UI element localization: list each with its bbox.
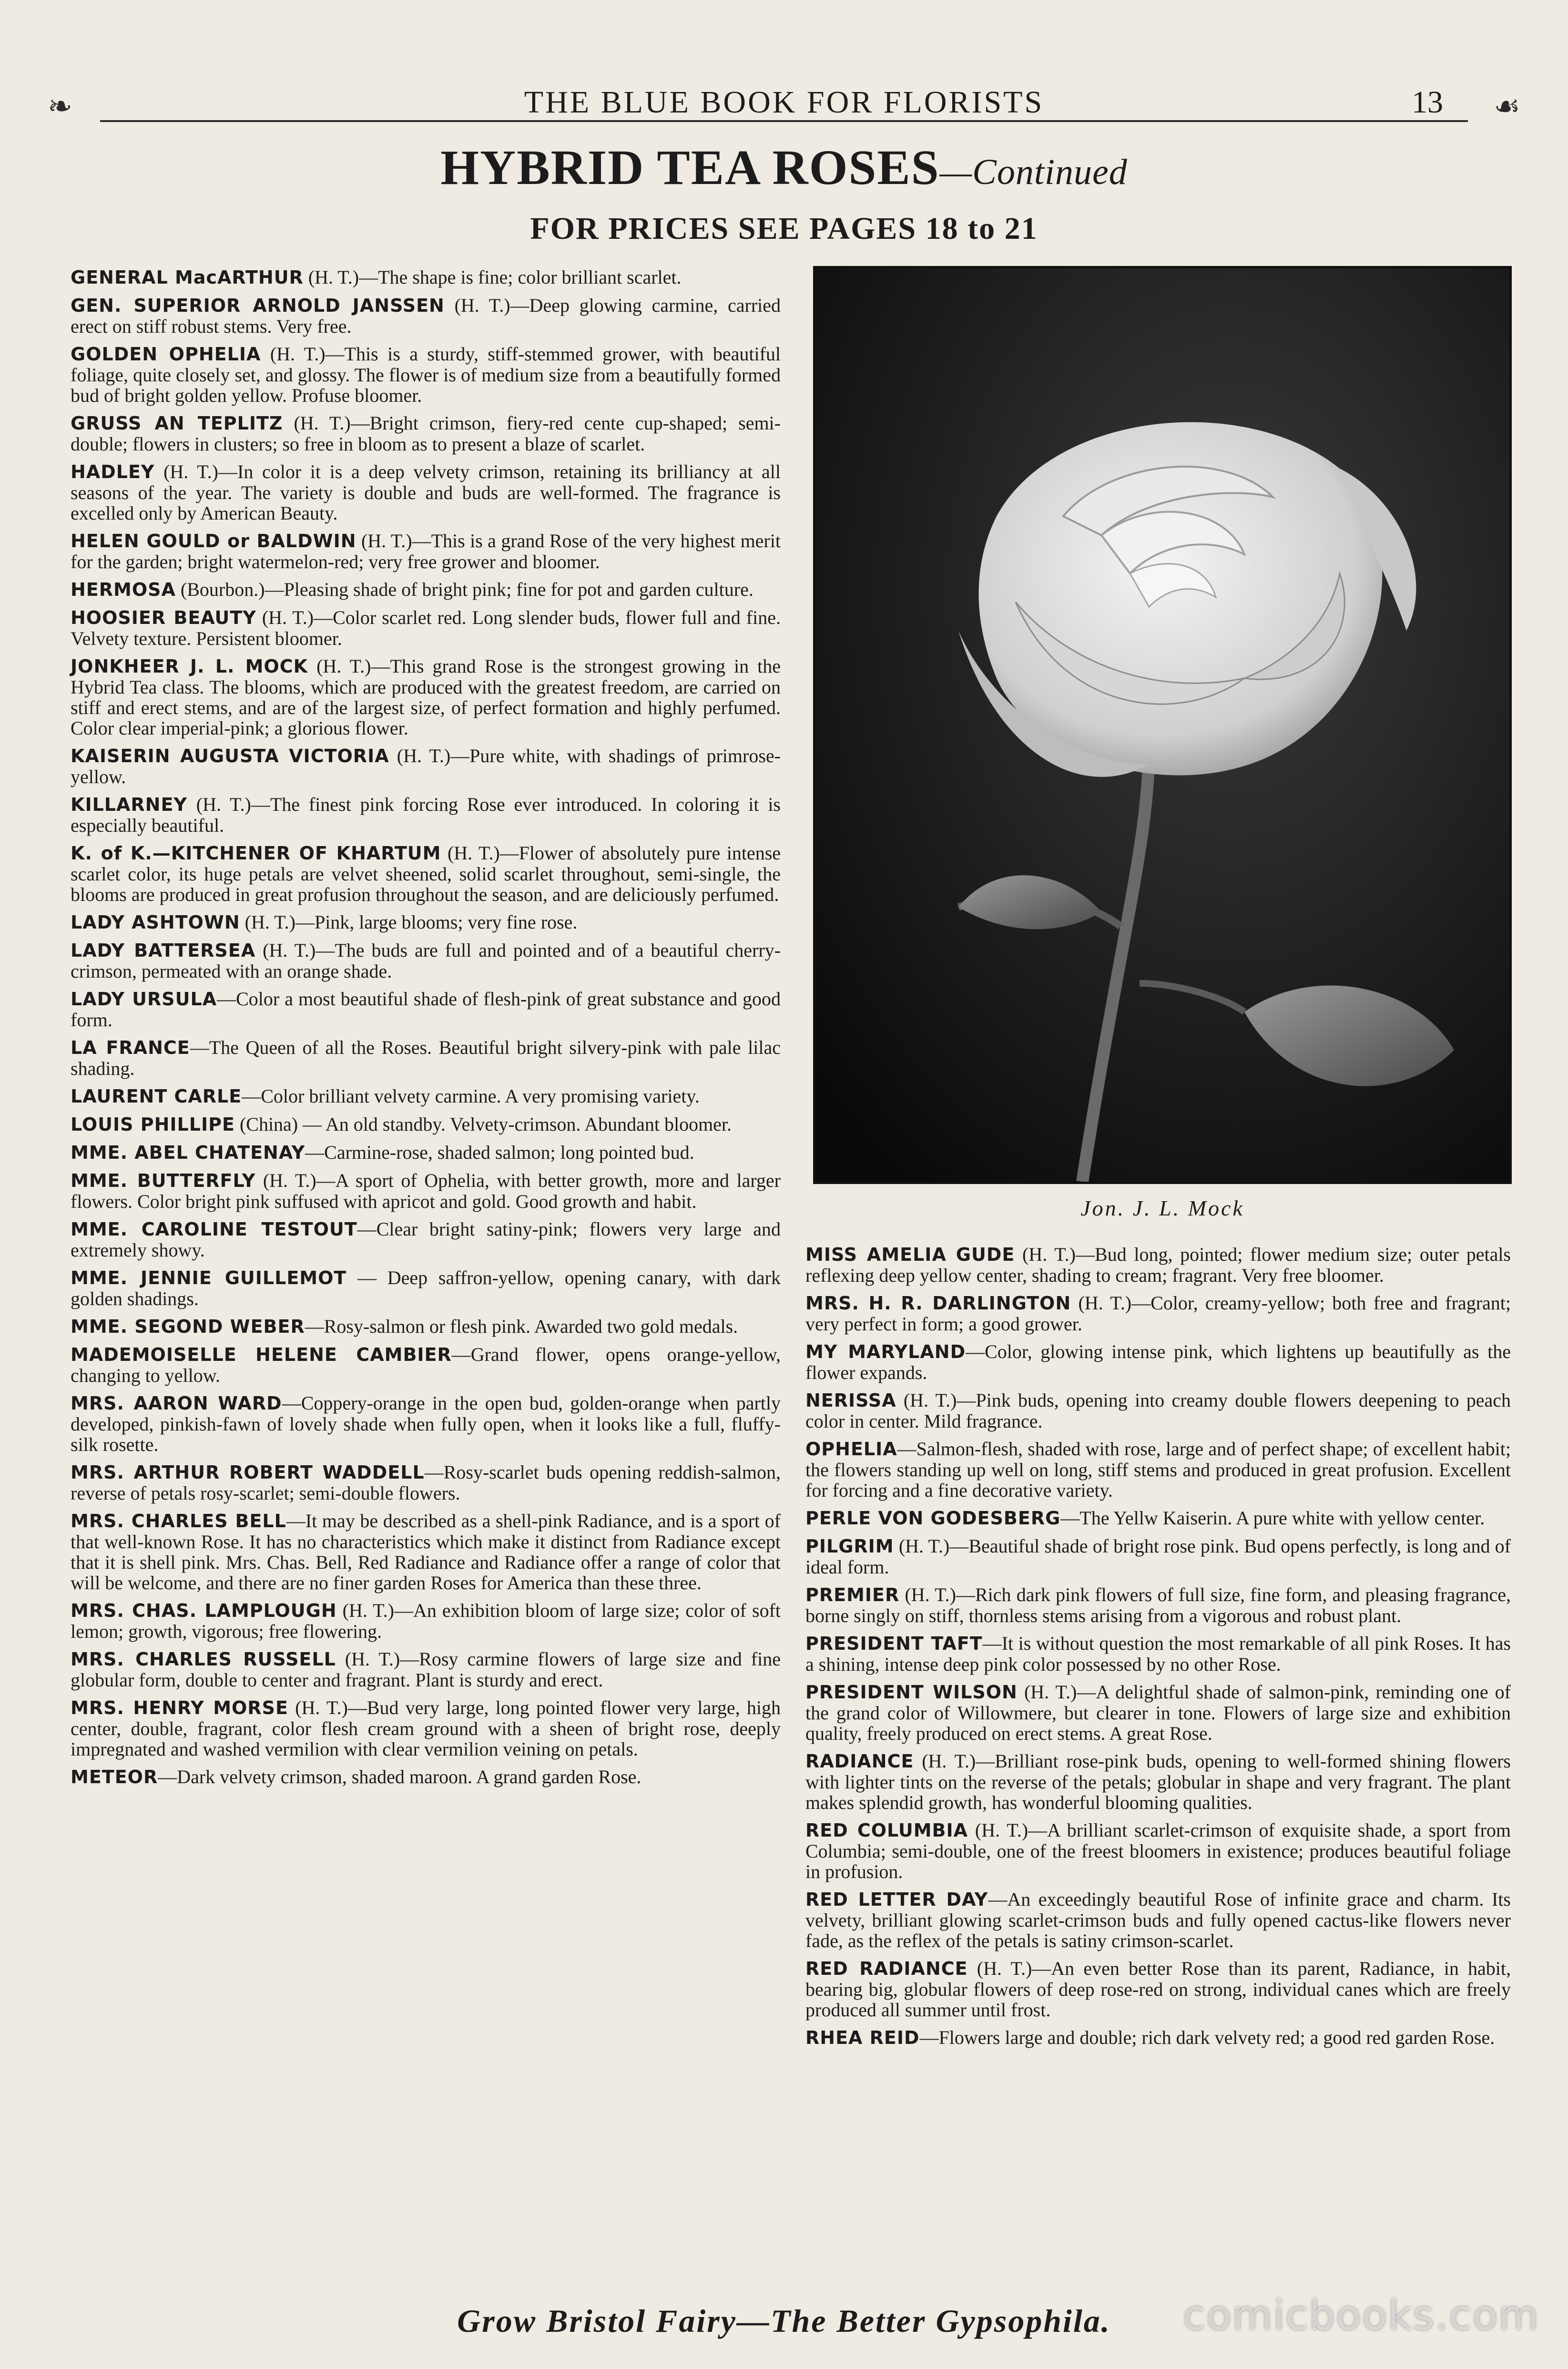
rose-name: GEN. SUPERIOR ARNOLD JANSSEN bbox=[71, 295, 445, 316]
right-column bbox=[805, 1244, 1511, 2055]
watermark: comicbooks.com bbox=[1182, 2292, 1539, 2339]
rose-name: PRESIDENT TAFT bbox=[805, 1633, 983, 1654]
rose-name: MME. SEGOND WEBER bbox=[71, 1316, 305, 1337]
rose-name: OPHELIA bbox=[805, 1439, 897, 1460]
rose-entry bbox=[71, 1316, 781, 1337]
rose-description: (H. T.)—Bright crimson, fiery-red cente cup-shaped; semi-double; flowers in clusters; so free in bloom as to present a blaze of scarlet. bbox=[71, 412, 781, 455]
rose-description: (H. T.)—In color it is a deep velvety crimson, retaining its brilliancy at all seasons of the year. The variety is double and buds are well-formed. The fragrance is excelled only by American Beauty. bbox=[71, 461, 781, 524]
rose-description: —An exceedingly beautiful Rose of infinite grace and charm. Its velvety, brilliant glowing scarlet-crimson buds and fully opened cactus-like flowers never fade, as the reflex of the petals is satiny crimson-scarlet. bbox=[805, 1889, 1511, 1951]
rose-description: —Rosy-salmon or flesh pink. Awarded two gold medals. bbox=[305, 1316, 738, 1337]
rose-entry bbox=[71, 940, 781, 981]
rose-entry bbox=[805, 1584, 1511, 1626]
rose-description: —Grand flower, opens orange-yellow, changing to yellow. bbox=[71, 1344, 781, 1386]
rose-name: LOUIS PHILLIPE bbox=[71, 1114, 235, 1135]
rose-description: (H. T.)—The shape is fine; color brilliant scarlet. bbox=[303, 266, 682, 288]
rose-entry bbox=[71, 461, 781, 523]
left-ornament-icon: ❧ bbox=[48, 89, 72, 123]
rose-entry bbox=[805, 1682, 1511, 1744]
running-header bbox=[48, 85, 1520, 128]
rose-description: (H. T.)—The finest pink forcing Rose ever introduced. In coloring it is especially beautiful. bbox=[71, 794, 781, 836]
rose-name: K. of K.—KITCHENER OF KHARTUM bbox=[71, 843, 441, 864]
rose-description: (H. T.)—Brilliant rose-pink buds, opening to well-formed shining flowers with lighter tints on the reverse of the petals; globular in shape and very fragrant. The plant makes splendid growth, has wonderful blooming qualities. bbox=[805, 1750, 1511, 1813]
rose-entry bbox=[71, 1219, 781, 1260]
rose-description: (H. T.)—Pink, large blooms; very fine rose. bbox=[240, 911, 578, 933]
rose-description: (H. T.)—Flower of absolutely pure intense scarlet color, its huge petals are velvet sheened, solid scarlet throughout, semi-single, the blooms are produced in great profusion throughout the season, and are deliciously perfumed. bbox=[71, 842, 781, 905]
rose-description: —Color a most beautiful shade of flesh-pink of great substance and good form. bbox=[71, 988, 781, 1031]
rose-description: (H. T.)—Bud very large, long pointed flower very large, high center, double, fragrant, color flesh cream ground with a sheen of bright rose, deeply impregnated and washed vermilion with clear vermilion veining on petals. bbox=[71, 1697, 781, 1760]
rose-name: MME. ABEL CHATENAY bbox=[71, 1142, 305, 1163]
rose-entry bbox=[71, 1170, 781, 1212]
rose-description: —Clear bright satiny-pink; flowers very large and extremely showy. bbox=[71, 1218, 781, 1261]
rose-name: LADY BATTERSEA bbox=[71, 940, 256, 961]
rose-entry bbox=[805, 1958, 1511, 2020]
left-column bbox=[71, 267, 781, 1795]
rose-description: —Coppery-orange in the open bud, golden-orange when partly developed, pinkish-fawn of lovely shade when fully open, when it looks like a full, fluffy-silk rosette. bbox=[71, 1392, 781, 1455]
rose-entry bbox=[805, 1293, 1511, 1334]
rose-entry bbox=[71, 607, 781, 649]
rose-name: RADIANCE bbox=[805, 1751, 914, 1772]
rose-entry bbox=[71, 1086, 781, 1107]
rose-name: GENERAL MacARTHUR bbox=[71, 267, 304, 288]
rose-name: MADEMOISELLE HELENE CAMBIER bbox=[71, 1344, 452, 1365]
rose-description: (H. T.)—A sport of Ophelia, with better growth, more and larger flowers. Color bright pink suffused with apricot and gold. Good growth and habit. bbox=[71, 1170, 781, 1212]
rose-name: GRUSS AN TEPLITZ bbox=[71, 413, 283, 434]
rose-name: MRS. HENRY MORSE bbox=[71, 1697, 288, 1718]
rose-description: (Bourbon.)—Pleasing shade of bright pink; fine for pot and garden culture. bbox=[175, 579, 753, 600]
rose-description: —Carmine-rose, shaded salmon; long pointed bud. bbox=[305, 1142, 694, 1163]
rose-description: —The Queen of all the Roses. Beautiful bright silvery-pink with pale lilac shading. bbox=[71, 1037, 781, 1079]
rose-entry bbox=[71, 1037, 781, 1079]
rose-entry bbox=[805, 1508, 1511, 1529]
rose-description: —Color, glowing intense pink, which lightens up beautifully as the flower expands. bbox=[805, 1341, 1511, 1383]
rose-description: (H. T.)—An exhibition bloom of large size; color of soft lemon; growth, vigorous; free flowering. bbox=[71, 1600, 781, 1642]
rose-entry bbox=[71, 1697, 781, 1759]
page-title bbox=[0, 139, 1568, 201]
rose-description: (H. T.)—An even better Rose than its parent, Radiance, in habit, bearing big, globular flowers of deep rose-red on strong, individual canes which are freely produced all summer until frost. bbox=[805, 1958, 1511, 2021]
rose-name: METEOR bbox=[71, 1767, 158, 1787]
rose-description: (H. T.)—Pure white, with shadings of primrose-yellow. bbox=[71, 745, 781, 787]
rose-entry bbox=[71, 1462, 781, 1503]
rose-name: MME. JENNIE GUILLEMOT bbox=[71, 1267, 347, 1288]
footer-slogan: Grow Bristol Fairy—The Better Gypsophila. bbox=[457, 2303, 1111, 2339]
rose-description: (H. T.)—The buds are full and pointed and of a beautiful cherry-crimson, permeated with an orange shade. bbox=[71, 939, 781, 982]
rose-illustration-icon bbox=[815, 268, 1509, 1182]
rose-description: (H. T.)—Color, creamy-yellow; both free and fragrant; very perfect in form; a good grower. bbox=[805, 1292, 1511, 1335]
rose-description: (H. T.)—Bud long, pointed; flower medium size; outer petals reflexing deep yellow center, shading to cream; fragrant. Very free bloomer. bbox=[805, 1244, 1511, 1286]
rose-name: JONKHEER J. L. MOCK bbox=[71, 656, 308, 677]
rose-name: MRS. ARTHUR ROBERT WADDELL bbox=[71, 1462, 425, 1483]
rose-name: MRS. CHAS. LAMPLOUGH bbox=[71, 1600, 337, 1621]
rose-description: —The Yellw Kaiserin. A pure white with yellow center. bbox=[1060, 1507, 1485, 1529]
rose-description: —Dark velvety crimson, shaded maroon. A grand garden Rose. bbox=[158, 1766, 641, 1787]
rose-entry bbox=[71, 295, 781, 337]
rose-name: MRS. CHARLES RUSSELL bbox=[71, 1649, 336, 1670]
rose-description: (H. T.)—Beautiful shade of bright rose pink. Bud opens perfectly, is long and of ideal form. bbox=[805, 1535, 1511, 1578]
rose-name: HADLEY bbox=[71, 461, 155, 482]
rose-description: (H. T.)—Color scarlet red. Long slender buds, flower full and fine. Velvety texture. Persistent bloomer. bbox=[71, 607, 781, 649]
rose-photograph bbox=[813, 266, 1512, 1184]
rose-description: (China) — An old standby. Velvety-crimson. Abundant bloomer. bbox=[234, 1113, 732, 1135]
rose-entry bbox=[805, 1889, 1511, 1951]
rose-name: KILLARNEY bbox=[71, 794, 187, 815]
rose-name: RHEA REID bbox=[805, 2027, 920, 2048]
rose-description: (H. T.)—Pink buds, opening into creamy double flowers deepening to peach color in center. Mild fragrance. bbox=[805, 1389, 1511, 1432]
running-title: THE BLUE BOOK FOR FLORISTS bbox=[48, 87, 1520, 118]
rose-name: RED COLUMBIA bbox=[805, 1820, 968, 1841]
rose-name: RED LETTER DAY bbox=[805, 1889, 988, 1910]
rose-entry bbox=[71, 1114, 781, 1135]
rose-description: (H. T.)—Rich dark pink flowers of full size, fine form, and pleasing fragrance, borne singly on stiff, thornless stems arising from a vigorous and robust plant. bbox=[805, 1584, 1511, 1626]
rose-description: —Flowers large and double; rich dark velvety red; a good red garden Rose. bbox=[919, 2027, 1495, 2048]
rose-entry bbox=[71, 1600, 781, 1642]
rose-name: MRS. CHARLES BELL bbox=[71, 1511, 286, 1532]
rose-entry bbox=[805, 1341, 1511, 1383]
rose-entry bbox=[71, 794, 781, 836]
rose-name: HOOSIER BEAUTY bbox=[71, 607, 256, 628]
rose-entry bbox=[71, 413, 781, 454]
rose-entry bbox=[805, 1390, 1511, 1431]
rose-name: HELEN GOULD or BALDWIN bbox=[71, 531, 356, 551]
rose-entry bbox=[805, 2027, 1511, 2048]
rose-entry bbox=[71, 267, 781, 288]
rose-entry bbox=[71, 1767, 781, 1787]
rose-name: MRS. AARON WARD bbox=[71, 1393, 282, 1414]
rose-entry bbox=[71, 1142, 781, 1163]
rose-entry bbox=[805, 1244, 1511, 1286]
rose-name: MME. CAROLINE TESTOUT bbox=[71, 1219, 357, 1240]
rose-name: LADY URSULA bbox=[71, 989, 217, 1010]
right-ornament-icon: ☙ bbox=[1494, 89, 1520, 123]
rose-entry bbox=[71, 344, 781, 406]
rose-description: — Deep saffron-yellow, opening canary, with dark golden shadings. bbox=[71, 1267, 781, 1309]
rose-name: MY MARYLAND bbox=[805, 1341, 966, 1362]
rose-name: NERISSA bbox=[805, 1390, 896, 1411]
page-number: 13 bbox=[1406, 87, 1449, 118]
rose-name: PERLE VON GODESBERG bbox=[805, 1508, 1061, 1529]
rose-entry bbox=[71, 531, 781, 572]
rose-name: GOLDEN OPHELIA bbox=[71, 344, 261, 365]
rose-name: KAISERIN AUGUSTA VICTORIA bbox=[71, 745, 389, 766]
rose-entry bbox=[71, 1267, 781, 1309]
rose-description: —Rosy-scarlet buds opening reddish-salmon, reverse of petals rosy-scarlet; semi-double flowers. bbox=[71, 1461, 781, 1504]
rose-description: (H. T.)—This is a grand Rose of the very highest merit for the garden; bright watermelon-red; very free grower and bloomer. bbox=[71, 530, 781, 572]
rose-description: (H. T.)—This grand Rose is the strongest growing in the Hybrid Tea class. The blooms, which are produced with the greatest freedom, are carried on stiff and erect stems, and are of the largest size, of perfect formation and highly perfumed. Color clear imperial-pink; a glorious flower. bbox=[71, 655, 781, 739]
rose-name: LA FRANCE bbox=[71, 1037, 190, 1058]
rose-description: —It is without question the most remarkable of all pink Roses. It has a shining, intense deep pink color possessed by no other Rose. bbox=[805, 1633, 1511, 1675]
rose-entry bbox=[71, 1649, 781, 1690]
rose-entry bbox=[71, 1393, 781, 1455]
rose-name: LADY ASHTOWN bbox=[71, 912, 240, 933]
rose-name: PILGRIM bbox=[805, 1536, 894, 1557]
rose-entry bbox=[71, 745, 781, 787]
rose-name: MISS AMELIA GUDE bbox=[805, 1244, 1015, 1265]
rose-entry bbox=[805, 1820, 1511, 1882]
rose-name: PREMIER bbox=[805, 1584, 900, 1605]
rose-entry bbox=[71, 843, 781, 905]
rose-entry bbox=[71, 989, 781, 1030]
rose-entry bbox=[805, 1751, 1511, 1813]
rose-name: RED RADIANCE bbox=[805, 1958, 968, 1979]
rose-description: —It may be described as a shell-pink Radiance, and is a sport of that well-known Rose. It has no characteristics which make it distinct from Radiance except that it is shell pink. Mrs. Chas. Bell, Red Radiance and Radiance offer a range of color that will be welcome, and there are no finer garden Roses for America than these three. bbox=[71, 1510, 781, 1593]
rose-entry bbox=[71, 656, 781, 738]
rose-name: MME. BUTTERFLY bbox=[71, 1170, 256, 1191]
rose-entry bbox=[805, 1633, 1511, 1675]
rose-description: (H. T.)—Deep glowing carmine, carried erect on stiff robust stems. Very free. bbox=[71, 295, 781, 337]
rose-name: LAURENT CARLE bbox=[71, 1086, 242, 1107]
rose-description: —Salmon-flesh, shaded with rose, large and of perfect shape; of excellent habit; the flowers standing up well on long, stiff stems and produced in great profusion. Excellent for forcing and a fine decorative variety. bbox=[805, 1438, 1511, 1501]
rose-entry bbox=[805, 1536, 1511, 1577]
rose-entry bbox=[805, 1439, 1511, 1501]
prices-subtitle: FOR PRICES SEE PAGES 18 to 21 bbox=[530, 211, 1038, 246]
rose-description: (H. T.)—A delightful shade of salmon-pink, reminding one of the grand color of Willowmere, but clearer in tone. Flowers of large size and exhibition quality, freely produced on erect stems. A great Rose. bbox=[805, 1681, 1511, 1744]
rose-description: (H. T.)—A brilliant scarlet-crimson of exquisite shade, a sport from Columbia; semi-double, one of the freest bloomers in existence; produces beautiful foliage in profusion. bbox=[805, 1819, 1511, 1882]
title-main: HYBRID TEA ROSES bbox=[440, 140, 940, 195]
header-rule bbox=[100, 120, 1468, 122]
rose-description: (H. T.)—Rosy carmine flowers of large size and fine globular form, double to center and fragrant. Plant is sturdy and erect. bbox=[71, 1648, 781, 1691]
rose-name: PRESIDENT WILSON bbox=[805, 1682, 1018, 1703]
rose-entry bbox=[71, 1344, 781, 1386]
rose-entry bbox=[71, 579, 781, 600]
photo-caption: Jon. J. L. Mock bbox=[1080, 1196, 1244, 1220]
title-continued: —Continued bbox=[939, 152, 1128, 192]
rose-entry bbox=[71, 1511, 781, 1593]
rose-name: HERMOSA bbox=[71, 579, 176, 600]
rose-description: —Color brilliant velvety carmine. A very promising variety. bbox=[242, 1085, 700, 1107]
rose-entry bbox=[71, 912, 781, 933]
rose-name: MRS. H. R. DARLINGTON bbox=[805, 1293, 1071, 1314]
rose-description: (H. T.)—This is a sturdy, stiff-stemmed grower, with beautiful foliage, quite closely set, and glossy. The flower is of medium size from a beautifully formed bud of bright golden yellow. Profuse bloomer. bbox=[71, 343, 781, 406]
